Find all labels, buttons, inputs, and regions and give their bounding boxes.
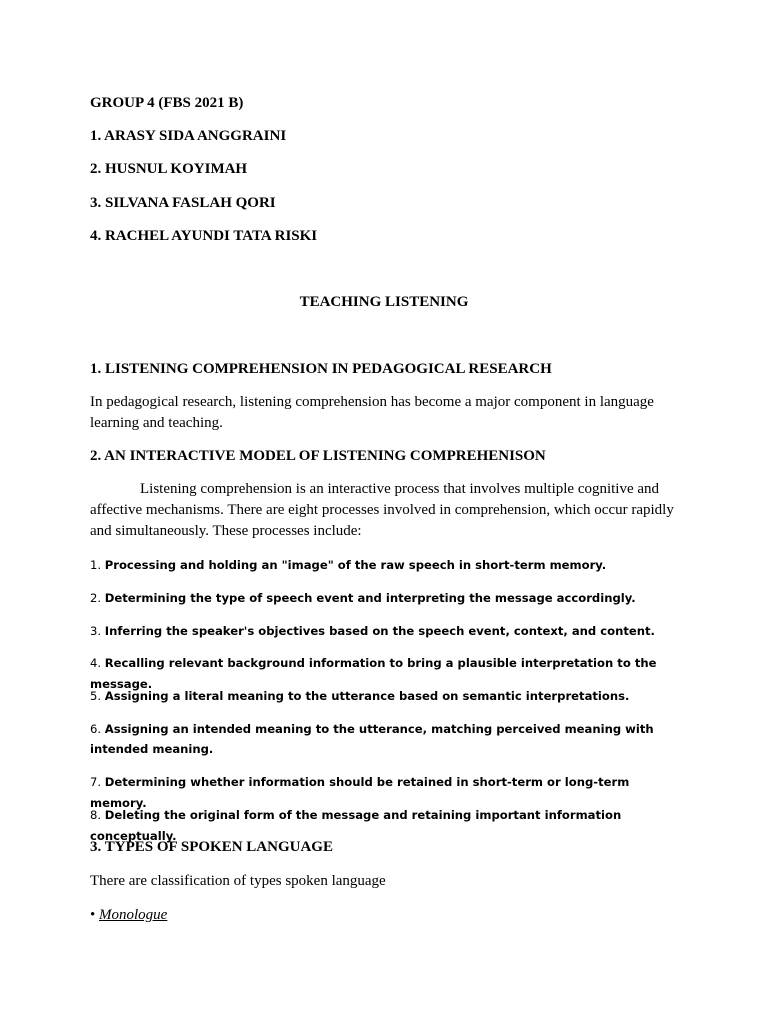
process-text: Assigning a literal meaning to the utterance based on semantic interpretations. bbox=[104, 689, 630, 703]
section-2-body: Listening comprehension is an interactive process that involves multiple cognitive and affective mechanisms. There are eight processes involved in comprehension, which occur rapidly and simultaneously. These processes include: bbox=[90, 481, 674, 539]
process-text: Recalling relevant background information to bring a plausible interpretation to the message. bbox=[90, 656, 657, 691]
process-text: Determining whether information should be retained in short-term or long-term memory. bbox=[90, 775, 630, 810]
member-1: 1. ARASY SIDA ANGGRAINI bbox=[90, 128, 287, 144]
process-number: 7. bbox=[90, 775, 102, 789]
process-item bbox=[90, 686, 680, 707]
member-3: 3. SILVANA FASLAH QORI bbox=[90, 195, 276, 211]
bullet-list-item bbox=[90, 905, 167, 925]
section-2-heading: 2. AN INTERACTIVE MODEL OF LISTENING COMPREHENISON bbox=[90, 448, 546, 464]
process-number: 8. bbox=[90, 808, 102, 822]
bullet-text: Monologue bbox=[99, 907, 168, 923]
process-number: 5. bbox=[90, 689, 102, 703]
process-text: Determining the type of speech event and interpreting the message accordingly. bbox=[104, 591, 636, 605]
member-2: 2. HUSNUL KOYIMAH bbox=[90, 161, 248, 177]
section-1-body: In pedagogical research, listening comprehension has become a major component in language learning and teaching. bbox=[90, 394, 654, 431]
process-number: 6. bbox=[90, 722, 102, 736]
process-item bbox=[90, 621, 680, 642]
section-3-body: There are classification of types spoken language bbox=[90, 873, 386, 889]
document-title: TEACHING LISTENING bbox=[299, 294, 469, 310]
group-title: GROUP 4 (FBS 2021 B) bbox=[90, 95, 244, 111]
process-text: Assigning an intended meaning to the utterance, matching perceived meaning with intended meaning. bbox=[90, 722, 654, 756]
process-item bbox=[90, 588, 680, 609]
process-text: Processing and holding an "image" of the raw speech in short-term memory. bbox=[104, 558, 607, 572]
process-number: 2. bbox=[90, 591, 102, 605]
process-text: Deleting the original form of the message and retaining important information conceptually. bbox=[90, 808, 622, 843]
section-1-heading: 1. LISTENING COMPREHENSION IN PEDAGOGICAL RESEARCH bbox=[90, 361, 552, 377]
process-text: Inferring the speaker's objectives based on the speech event, context, and content. bbox=[104, 624, 655, 638]
process-item bbox=[90, 555, 680, 576]
process-number: 3. bbox=[90, 624, 102, 638]
section-3-heading: 3. TYPES OF SPOKEN LANGUAGE bbox=[90, 839, 333, 855]
bullet-icon: • bbox=[90, 907, 96, 923]
member-4: 4. RACHEL AYUNDI TATA RISKI bbox=[90, 228, 318, 244]
process-number: 1. bbox=[90, 558, 102, 572]
process-number: 4. bbox=[90, 656, 102, 670]
process-item bbox=[90, 719, 680, 759]
